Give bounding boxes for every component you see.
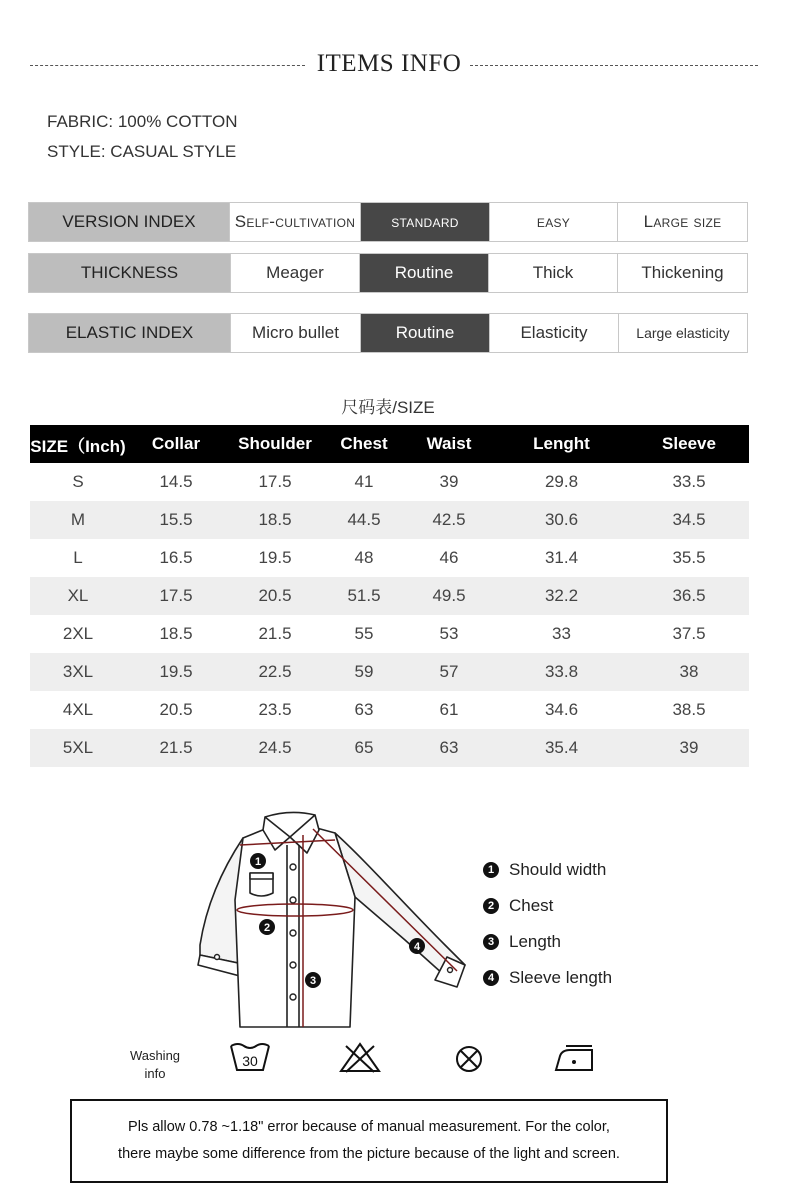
cell-sleeve: 38.5 — [672, 700, 706, 719]
cell-collar: 15.5 — [126, 501, 226, 539]
wash-30-icon — [228, 1040, 272, 1074]
cell-size: XL — [30, 577, 126, 615]
elastic-index-row — [28, 313, 748, 353]
legend-number-2: 2 — [483, 898, 499, 914]
elastic-option-routine: Routine — [361, 314, 490, 352]
cell-shoulder: 19.5 — [258, 548, 292, 567]
cell-collar: 17.5 — [126, 577, 226, 615]
washing-label-line2: info — [144, 1066, 166, 1081]
cell-chest: 44.5 — [324, 501, 404, 539]
cell-length: 33 — [552, 624, 571, 643]
cell-waist: 57 — [404, 653, 494, 691]
no-bleach-icon — [338, 1040, 382, 1074]
elastic-index-label: ELASTIC INDEX — [29, 314, 231, 352]
elastic-option-large-elasticity: Large elasticity — [636, 325, 730, 341]
cell-shoulder: 20.5 — [226, 577, 324, 615]
header-waist: Waist — [404, 425, 494, 463]
page-title: ITEMS INFO — [316, 50, 462, 77]
table-row — [30, 615, 749, 653]
cell-waist: 42.5 — [404, 501, 494, 539]
legend-item-chest — [483, 888, 612, 924]
thickness-label: THICKNESS — [29, 254, 231, 292]
cell-chest: 65 — [324, 729, 404, 767]
legend-label-length: Length — [509, 932, 561, 951]
version-option-easy: easy — [490, 203, 618, 241]
cell-waist: 46 — [439, 548, 459, 567]
version-option-standard: standard — [361, 203, 490, 241]
version-option-self-cultivation: Self-cultivation — [230, 203, 361, 241]
cell-size: S — [72, 472, 84, 491]
title-divider-left — [30, 65, 305, 66]
cell-shoulder: 22.5 — [226, 653, 324, 691]
cell-collar: 21.5 — [126, 729, 226, 767]
cell-size: 4XL — [62, 700, 94, 719]
notice-line-2: there maybe some difference from the picture because of the light and screen. — [118, 1146, 620, 1162]
cell-shoulder: 24.5 — [226, 729, 324, 767]
cell-length: 29.8 — [544, 472, 579, 491]
cell-sleeve: 35.5 — [672, 548, 706, 567]
cell-shoulder: 18.5 — [226, 501, 324, 539]
thickness-option-thick: Thick — [489, 254, 618, 292]
cell-size: M — [30, 501, 126, 539]
cell-collar: 16.5 — [159, 548, 193, 567]
cell-waist: 63 — [404, 729, 494, 767]
cell-length: 35.4 — [494, 729, 629, 767]
table-row — [30, 539, 749, 577]
wash-temp-text: 30 — [242, 1053, 258, 1069]
fabric-info: FABRIC: 100% COTTON — [47, 112, 238, 131]
legend-number-1: 1 — [483, 862, 499, 878]
washing-label-line1: Washing — [129, 1048, 181, 1063]
legend-number-4: 4 — [483, 970, 499, 986]
title-divider-right — [470, 65, 758, 66]
table-row — [30, 577, 749, 615]
cell-collar: 19.5 — [126, 653, 226, 691]
cell-waist: 49.5 — [404, 577, 494, 615]
cell-size: L — [73, 548, 83, 567]
cell-collar: 20.5 — [159, 700, 193, 719]
legend-label-shoulder: Should width — [509, 860, 607, 879]
legend-item-shoulder — [483, 852, 612, 888]
svg-text:1: 1 — [254, 856, 262, 868]
cell-sleeve: 38 — [629, 653, 749, 691]
svg-text:2: 2 — [263, 922, 271, 934]
washing-info-label — [120, 1047, 190, 1083]
legend-number-3: 3 — [483, 934, 499, 950]
cell-waist: 53 — [439, 624, 459, 643]
cell-shoulder: 21.5 — [258, 624, 292, 643]
thickness-option-routine: Routine — [360, 254, 489, 292]
svg-text:4: 4 — [413, 941, 421, 953]
cell-sleeve: 37.5 — [672, 624, 706, 643]
cell-collar: 14.5 — [159, 472, 193, 491]
cell-sleeve: 33.5 — [672, 472, 706, 491]
table-row — [30, 501, 749, 539]
header-size: SIZE（Inch) — [30, 425, 126, 463]
table-row — [30, 463, 749, 501]
cell-waist: 61 — [439, 700, 459, 719]
header-shoulder: Shoulder — [226, 425, 324, 463]
header-length: Lenght — [494, 425, 629, 463]
shirt-measurement-diagram — [195, 805, 475, 1035]
header-collar: Collar — [126, 425, 226, 463]
cell-waist: 39 — [439, 472, 459, 491]
cell-shoulder: 17.5 — [258, 472, 292, 491]
header-chest: Chest — [324, 425, 404, 463]
measurement-notice — [70, 1099, 668, 1183]
cell-size: 3XL — [30, 653, 126, 691]
table-row — [30, 729, 749, 767]
version-option-large-size: Large size — [643, 212, 722, 231]
version-index-row — [28, 202, 748, 242]
cell-chest: 51.5 — [324, 577, 404, 615]
iron-icon — [552, 1040, 596, 1074]
legend-item-sleeve — [483, 960, 612, 996]
title-row — [30, 48, 758, 84]
no-tumble-dry-icon — [452, 1040, 486, 1074]
legend-label-chest: Chest — [509, 896, 554, 915]
size-table-title: 尺码表/SIZE — [341, 398, 435, 417]
cell-size: 5XL — [30, 729, 126, 767]
cell-sleeve: 39 — [629, 729, 749, 767]
cell-chest: 59 — [324, 653, 404, 691]
svg-text:3: 3 — [309, 975, 317, 987]
measurement-legend — [483, 852, 612, 996]
thickness-option-meager: Meager — [231, 254, 360, 292]
table-row — [30, 653, 749, 691]
header-sleeve: Sleeve — [629, 425, 749, 463]
elastic-option-micro-bullet: Micro bullet — [231, 314, 361, 352]
cell-chest: 63 — [354, 700, 374, 719]
size-table — [30, 425, 749, 767]
cell-size: 2XL — [62, 624, 94, 643]
legend-label-sleeve: Sleeve length — [509, 968, 613, 987]
cell-length: 33.8 — [494, 653, 629, 691]
cell-shoulder: 23.5 — [258, 700, 292, 719]
style-info: STYLE: CASUAL STYLE — [47, 142, 237, 161]
version-index-label: VERSION INDEX — [29, 203, 230, 241]
thickness-row — [28, 253, 748, 293]
cell-sleeve: 36.5 — [629, 577, 749, 615]
legend-item-length — [483, 924, 612, 960]
cell-chest: 55 — [354, 624, 374, 643]
cell-sleeve: 34.5 — [629, 501, 749, 539]
size-table-header — [30, 425, 749, 463]
cell-collar: 18.5 — [159, 624, 193, 643]
cell-chest: 48 — [354, 548, 374, 567]
table-row — [30, 691, 749, 729]
cell-length: 34.6 — [544, 700, 579, 719]
cell-length: 32.2 — [494, 577, 629, 615]
thickness-option-thickening: Thickening — [641, 263, 724, 282]
cell-length: 30.6 — [494, 501, 629, 539]
elastic-option-elasticity: Elasticity — [490, 314, 619, 352]
notice-line-1: Pls allow 0.78 ~1.18" error because of manual measurement. For the color, — [128, 1119, 610, 1135]
cell-length: 31.4 — [544, 548, 579, 567]
cell-chest: 41 — [354, 472, 374, 491]
